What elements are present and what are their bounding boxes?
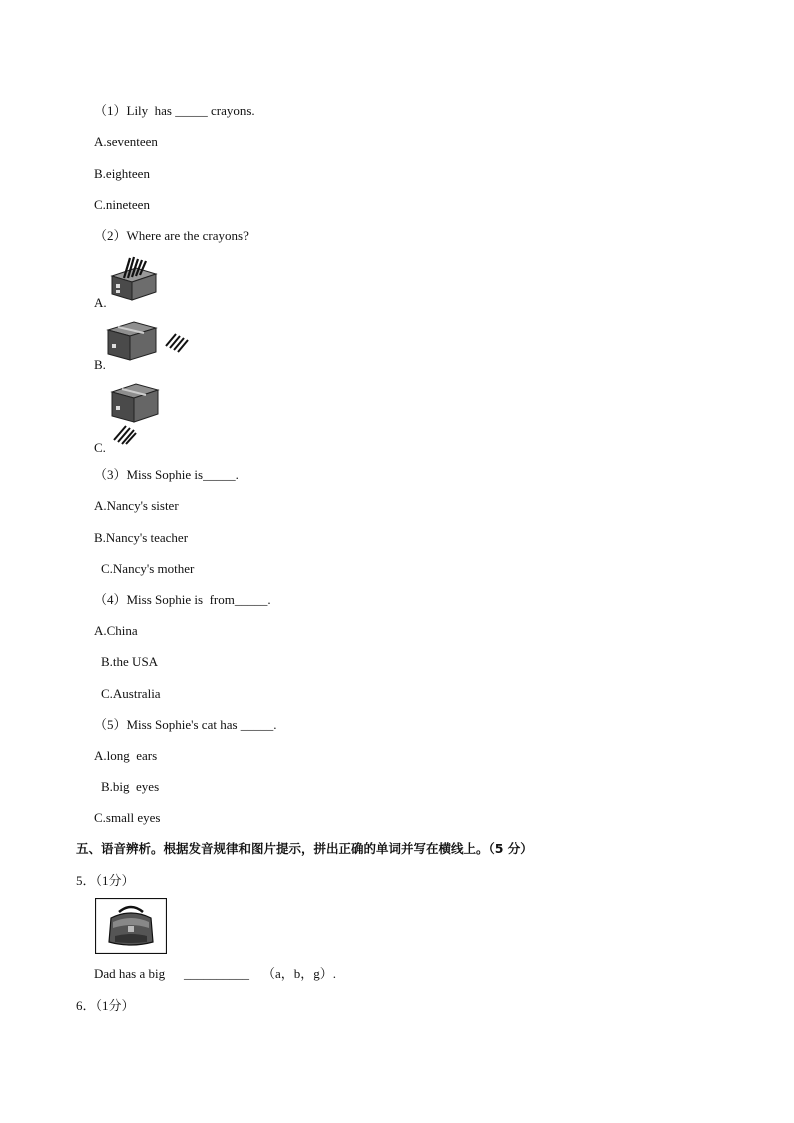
q4-option-b: B.the USA [101,654,159,669]
q1-option-a: A.seventeen [94,134,158,149]
q2-option-a: A. [94,295,107,310]
item-6-number: 6．（1分） [76,998,135,1013]
crayons-beside-box-icon [106,318,192,364]
q3-stem: （3）Miss Sophie is_____. [94,467,239,482]
item-5-answer-blank[interactable]: __________ [184,966,249,981]
schoolbag-icon [95,898,167,954]
q3-option-a: A.Nancy's sister [94,498,179,513]
q4-option-a: A.China [94,623,138,638]
q1-stem: （1）Lily has _____ crayons. [94,103,255,118]
q4-option-c: C.Australia [101,686,161,701]
q3-option-b: B.Nancy's teacher [94,530,189,545]
q2-option-c: C. [94,440,106,455]
q1-option-c: C.nineteen [94,197,150,212]
item-5-sentence-prefix: Dad has a big [94,966,166,981]
section-heading: 五、语音辨析。根据发音规律和图片提示，拼出正确的单词并写在横线上。（5 分） [76,841,533,856]
q5-stem: （5）Miss Sophie's cat has _____. [94,717,277,732]
q2-stem: （2）Where are the crayons? [94,228,249,243]
q4-stem: （4）Miss Sophie is from_____. [94,592,271,607]
item-5-letters-hint: （a，b，g）. [262,966,337,981]
q2-option-b: B. [94,357,106,372]
crayons-in-front-of-box-icon [106,380,166,446]
q5-option-a: A.long ears [94,748,158,763]
q3-option-c: C.Nancy's mother [101,561,195,576]
crayons-in-box-icon [106,254,162,302]
q1-option-b: B.eighteen [94,166,150,181]
item-5-number: 5．（1分） [76,873,135,888]
q5-option-c: C.small eyes [94,810,161,825]
q5-option-b: B.big eyes [101,779,160,794]
